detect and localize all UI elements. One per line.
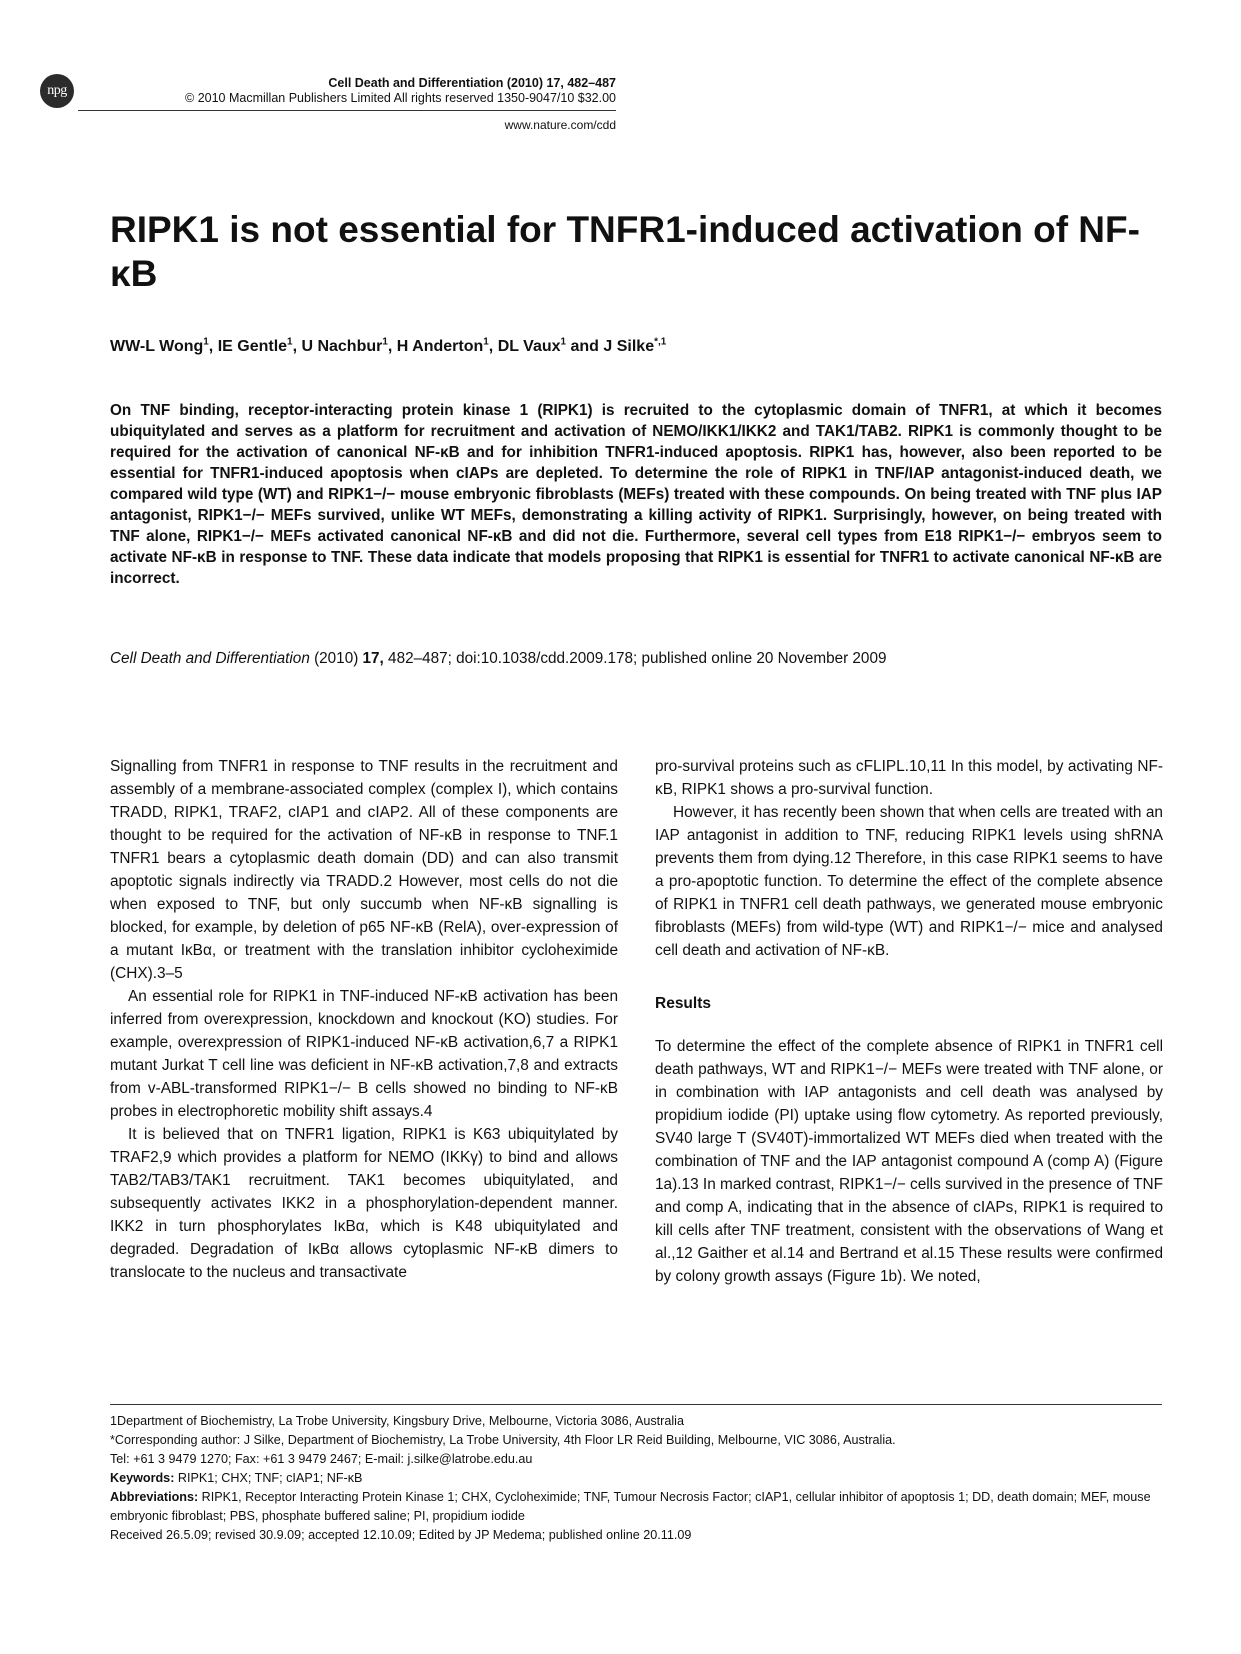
body-column-left [110,755,618,1284]
citation-volume: 17, [362,650,384,667]
author-name: IE Gentle [217,338,288,355]
contact-note: Tel: +61 3 9479 1270; Fax: +61 3 9479 2467; E-mail: j.silke@latrobe.edu.au [110,1452,533,1466]
abbreviations-note [110,1488,1162,1526]
author-list: WW-L Wong$^1$, IE Gentle$^1$, U Nachbur$^1$, H Anderton$^1$, DL Vaux$^1$ and J Silke$^{*,1}$ [110,336,667,355]
abbreviations-label: Abbreviations: [110,1490,199,1504]
corresponding-author-note: *Corresponding author: J Silke, Department of Biochemistry, La Trobe University, 4th Floor LR Reid Building, Melbourne, VIC 3086, Australia. [110,1433,896,1447]
footnotes [110,1412,1162,1545]
author-name: U Nachbur [301,338,383,355]
journal-website-link[interactable]: www.nature.com/cdd [504,118,616,132]
keywords-label: Keywords: [110,1471,175,1485]
author-affiliation: 1 [483,336,489,348]
received-note: Received 26.5.09; revised 30.9.09; accepted 12.10.09; Edited by JP Medema; published online 20.11.09 [110,1528,692,1542]
author-affiliation: 1 [203,336,209,348]
author-affiliation: 1 [382,336,388,348]
author-name: WW-L Wong [110,338,204,355]
keywords-text: RIPK1; CHX; TNF; cIAP1; NF-κB [174,1471,363,1485]
author-affiliation: 1 [287,336,293,348]
article-citation [110,650,1162,668]
body-paragraph: pro-survival proteins such as cFLIPL.10,11 In this model, by activating NF-κB, RIPK1 shows a pro-survival function. [655,758,1163,798]
citation-year: (2010) [309,650,363,667]
footnote-divider [110,1404,1162,1405]
citation-details: 482–487; doi:10.1038/cdd.2009.178; published online 20 November 2009 [383,650,887,667]
affiliation-note: 1Department of Biochemistry, La Trobe University, Kingsbury Drive, Melbourne, Victoria 3086, Australia [110,1414,684,1428]
results-heading: Results [655,995,711,1012]
journal-header [110,76,616,106]
copyright-line: © 2010 Macmillan Publishers Limited All rights reserved 1350-9047/10 $32.00 [185,91,616,105]
author-name: DL Vaux [497,338,561,355]
article-title: RIPK1 is not essential for TNFR1-induced activation of NF-κB [110,209,1140,294]
body-column-right [655,755,1163,1288]
body-paragraph: To determine the effect of the complete absence of RIPK1 in TNFR1 cell death pathways, WT and RIPK1−/− MEFs were treated with TNF alone, or in combination with IAP antagonists and cell death was analysed by propidium iodide (PI) uptake using flow cytometry. As reported previously, SV40 large T (SV40T)-immortalized WT MEFs died when treated with the combination of TNF and the IAP antagonist compound A (comp A) (Figure 1a).13 In marked contrast, RIPK1−/− cells survived in the presence of TNF and comp A, indicating that in the absence of cIAPs, RIPK1 is required to kill cells after TNF treatment, consistent with the observations of Wang et al.,12 Gaither et al.14 and Bertrand et al.15 These results were confirmed by colony growth assays (Figure 1b). We noted, [655,1038,1163,1285]
header-divider [78,110,616,111]
author-name: H Anderton [396,338,484,355]
citation-journal: Cell Death and Differentiation [110,650,310,667]
body-paragraph: Signalling from TNFR1 in response to TNF results in the recruitment and assembly of a membrane-associated complex (complex I), which contains TRADD, RIPK1, TRAF2, cIAP1 and cIAP2. All of these components are thought to be required for the activation of NF-κB in response to TNF.1 TNFR1 bears a cytoplasmic death domain (DD) and can also transmit apoptotic signals indirectly via TRADD.2 However, most cells do not die when exposed to TNF, but only succumb when NF-κB signalling is blocked, for example, by deletion of p65 NF-κB (RelA), over-expression of a mutant IκBα, or treatment with the translation inhibitor cycloheximide (CHX).3–5 [110,758,618,982]
author-affiliation: 1 [560,336,567,348]
author-name: J Silke [603,338,655,355]
body-paragraph: However, it has recently been shown that when cells are treated with an IAP antagonist in addition to TNF, reducing RIPK1 levels using shRNA prevents them from dying.12 Therefore, in this case RIPK1 seems to have a pro-apoptotic function. To determine the effect of the complete absence of RIPK1 in TNFR1 cell death pathways, we generated mouse embryonic fibroblasts (MEFs) from wild-type (WT) and RIPK1−/− mice and analysed cell death and activation of NF-κB. [655,804,1163,959]
author-affiliation: *,1 [654,336,667,348]
keywords-note [110,1469,1162,1488]
abstract: On TNF binding, receptor-interacting protein kinase 1 (RIPK1) is recruited to the cytoplasmic domain of TNFR1, at which it becomes ubiquitylated and serves as a platform for recruitment and activation of NEMO/IKK1/IKK2 and TAK1/TAB2. RIPK1 is commonly thought to be required for the activation of canonical NF-κB and for inhibition TNFR1-induced apoptosis. RIPK1 has, however, also been reported to be essential for TNFR1-induced apoptosis when cIAPs are depleted. To determine the role of RIPK1 in TNF/IAP antagonist-induced death, we compared wild type (WT) and RIPK1−/− mouse embryonic fibroblasts (MEFs) treated with these compounds. On being treated with TNF plus IAP antagonist, RIPK1−/− MEFs survived, unlike WT MEFs, demonstrating a killing activity of RIPK1. Surprisingly, however, on being treated with TNF alone, RIPK1−/− MEFs activated canonical NF-κB and did not die. Furthermore, several cell types from E18 RIPK1−/− embryos seem to activate NF-κB in response to TNF. These data indicate that models proposing that RIPK1 is essential for TNFR1 to activate canonical NF-κB are incorrect. [110,402,1162,587]
npg-logo: npg [40,74,74,108]
abbreviations-text: RIPK1, Receptor Interacting Protein Kinase 1; CHX, Cycloheximide; TNF, Tumour Necrosis Factor; cIAP1, cellular inhibitor of apoptosis 1; DD, death domain; MEF, mouse embryonic fibroblast; PBS, phosphate buffered saline; PI, propidium iodide [110,1490,1151,1523]
body-paragraph: It is believed that on TNFR1 ligation, RIPK1 is K63 ubiquitylated by TRAF2,9 which provides a platform for NEMO (IKKγ) to bind and allows TAB2/TAB3/TAK1 recruitment. TAK1 becomes ubiquitylated, and subsequently activates IKK2 in a phosphorylation-dependent manner. IKK2 in turn phosphorylates IκBα, which is K48 ubiquitylated and degraded. Degradation of IκBα allows cytoplasmic NF-κB dimers to translocate to the nucleus and transactivate [110,1126,618,1281]
body-paragraph: An essential role for RIPK1 in TNF-induced NF-κB activation has been inferred from overexpression, knockdown and knockout (KO) studies. For example, overexpression of RIPK1-induced NF-κB activation,6,7 a RIPK1 mutant Jurkat T cell line was deficient in NF-κB activation,7,8 and extracts from v-ABL-transformed RIPK1−/− B cells showed no binding to NF-κB probes in electrophoretic mobility shift assays.4 [110,988,618,1120]
journal-citation-line: Cell Death and Differentiation (2010) 17, 482–487 [328,76,616,90]
